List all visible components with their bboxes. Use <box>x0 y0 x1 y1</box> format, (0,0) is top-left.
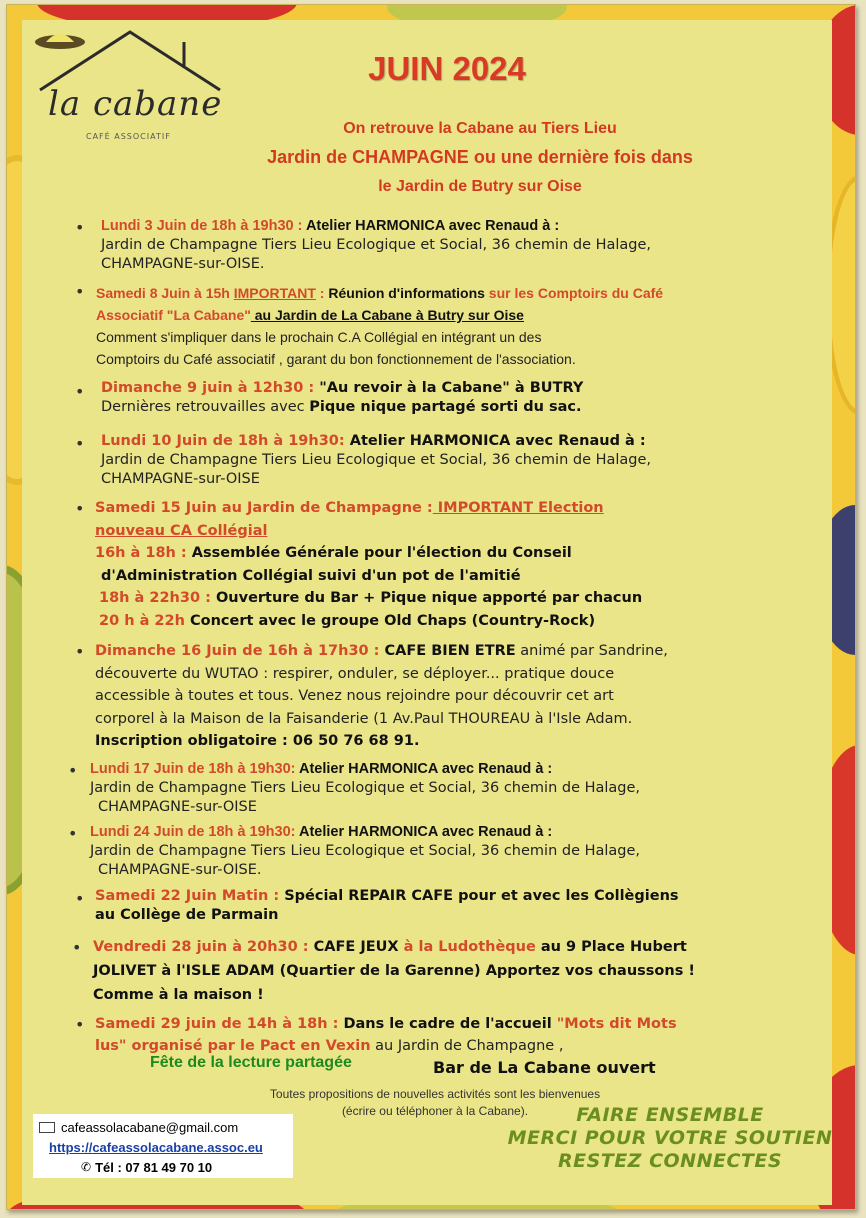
bullet-icon: • <box>75 642 85 661</box>
event-detail: accessible à toutes et tous. Venez nous rejoindre pour découvrir cet art <box>95 688 614 704</box>
event-detail: au Jardin de Champagne , <box>370 1038 564 1054</box>
event-item <box>95 887 679 925</box>
event-detail-bold: Pique nique partagé sorti du sac. <box>309 399 582 415</box>
event-detail: JOLIVET à l'ISLE ADAM (Quartier de la Garenne) Apportez vos chaussons ! <box>93 963 695 979</box>
contact-email[interactable]: cafeassolacabane@gmail.com <box>61 1119 239 1135</box>
event-place: à la Ludothèque <box>403 939 536 955</box>
event-item <box>101 432 651 489</box>
event-item <box>95 497 642 632</box>
logo-name: la cabane <box>48 84 223 124</box>
event-date: Lundi 24 Juin de 18h à 19h30: <box>90 824 296 840</box>
bullet-icon: • <box>75 382 85 401</box>
event-detail: Assemblée Générale pour l'élection du Conseil <box>186 545 572 561</box>
event-time: 16h à 18h : <box>95 545 187 561</box>
bullet-icon: • <box>68 761 78 780</box>
event-quote-2: lus" organisé par le Pact en Vexin <box>95 1038 371 1054</box>
event-date: Samedi 22 Juin Matin : <box>95 888 280 904</box>
slogan-line: FAIRE ENSEMBLE <box>576 1104 764 1126</box>
phone-icon: ✆ <box>81 1160 92 1174</box>
event-title: IMPORTANT Election <box>432 500 604 516</box>
event-detail: Jardin de Champagne Tiers Lieu Ecologique et Social, 36 chemin de Halage, <box>90 780 641 796</box>
event-subtitle: Associatif "La Cabane" <box>96 307 251 323</box>
event-detail: Ouverture du Bar + Pique nique apporté par chacun <box>210 590 643 606</box>
event-detail: d'Administration Collégial suivi d'un pot de l'amitié <box>101 567 521 584</box>
event-title-2: nouveau CA Collégial <box>95 522 268 539</box>
event-item <box>95 1013 677 1057</box>
bullet-icon: • <box>75 434 85 453</box>
event-detail: Comptoirs du Café associatif , garant du bon fonctionnement de l'association. <box>96 351 576 367</box>
event-colon: : <box>315 285 329 301</box>
event-detail: CHAMPAGNE-sur-OISE <box>98 799 257 815</box>
coffee-cup-icon <box>34 28 86 50</box>
slogan-line: RESTEZ CONNECTES <box>557 1150 783 1172</box>
subtitle-line: le Jardin de Butry sur Oise <box>378 178 582 195</box>
event-title: Réunion d'informations <box>328 285 485 301</box>
event-detail: Dernières retrouvailles avec <box>101 399 310 415</box>
subtitle-line: On retrouve la Cabane au Tiers Lieu <box>343 120 617 137</box>
event-detail: corporel à la Maison de la Faisanderie (1 Av.Paul THOUREAU à l'Isle Adam. <box>95 710 633 727</box>
bullet-icon: • <box>75 1015 85 1034</box>
event-date: Lundi 17 Juin de 18h à 19h30: <box>90 761 296 777</box>
event-detail: CHAMPAGNE-sur-OISE <box>101 471 260 487</box>
website-link[interactable]: https://cafeassolacabane.assoc.eu <box>49 1139 263 1155</box>
subtitle-line: Jardin de CHAMPAGNE ou une dernière fois dans <box>267 147 693 167</box>
event-title-2: sur les Comptoirs du Café <box>484 285 664 301</box>
bullet-icon: • <box>75 499 85 518</box>
contact-box <box>33 1114 293 1178</box>
event-item <box>90 760 640 817</box>
event-time: 18h à 22h30 : <box>99 590 211 606</box>
contact-phone[interactable]: Tél : 07 81 49 70 10 <box>95 1159 213 1175</box>
event-date: Vendredi 28 juin à 20h30 : <box>93 939 309 955</box>
bullet-icon: • <box>75 218 85 237</box>
event-quote: "Mots dit Mots <box>556 1016 677 1032</box>
slogan-line: MERCI POUR VOTRE SOUTIEN <box>507 1127 833 1149</box>
event-detail: Jardin de Champagne Tiers Lieu Ecologique et Social, 36 chemin de Halage, <box>101 237 652 253</box>
event-title: CAFE JEUX <box>308 939 404 955</box>
event-detail: Comment s'impliquer dans le prochain C.A Collégial en intégrant un des <box>96 329 542 345</box>
header-subtitle <box>200 114 760 201</box>
bar-open-label: Bar de La Cabane ouvert <box>433 1058 656 1077</box>
event-detail: Concert avec le groupe Old Chaps (Country-Rock) <box>184 612 596 629</box>
event-detail: animé par Sandrine, <box>515 643 668 659</box>
event-date: Samedi 8 Juin à 15h <box>96 285 234 301</box>
reading-festival-label: Fête de la lecture partagée <box>150 1054 352 1071</box>
event-title: Atelier HARMONICA avec Renaud à : <box>302 218 560 234</box>
event-detail: Comme à la maison ! <box>93 987 264 1003</box>
event-title: Atelier HARMONICA avec Renaud à : <box>295 824 553 840</box>
event-title: Dans le cadre de l'accueil <box>338 1016 557 1032</box>
event-item <box>95 640 668 753</box>
event-date: Dimanche 9 juin à 12h30 : <box>101 380 315 396</box>
event-registration: Inscription obligatoire : 06 50 76 68 91. <box>95 733 420 749</box>
bullet-icon: • <box>75 889 85 908</box>
logo-subtitle: CAFÉ ASSOCIATIF <box>86 132 171 141</box>
event-time: 20 h à 22h <box>99 612 185 629</box>
envelope-icon <box>39 1122 55 1133</box>
event-detail: CHAMPAGNE-sur-OISE. <box>98 862 262 878</box>
bullet-icon: • <box>68 824 78 843</box>
event-title: Atelier HARMONICA avec Renaud à : <box>295 761 553 777</box>
event-date: Lundi 3 Juin de 18h à 19h30 : <box>101 218 303 234</box>
event-title: "Au revoir à la Cabane" à BUTRY <box>314 380 584 396</box>
bullet-icon: • <box>75 282 85 301</box>
event-item <box>101 217 651 274</box>
event-location: au Jardin de La Cabane à Butry sur Oise <box>250 307 524 323</box>
event-date: Samedi 29 juin de 14h à 18h : <box>95 1016 339 1032</box>
event-item <box>101 379 583 417</box>
event-title: Atelier HARMONICA avec Renaud à : <box>344 433 646 449</box>
event-detail: au Collège de Parmain <box>95 907 279 923</box>
bullet-icon: • <box>72 938 82 957</box>
event-detail: Jardin de Champagne Tiers Lieu Ecologique et Social, 36 chemin de Halage, <box>101 452 652 468</box>
footnote-line: Toutes propositions de nouvelles activités sont les bienvenues <box>269 1087 601 1101</box>
event-title: Spécial REPAIR CAFE pour et avec les Collègiens <box>279 888 679 904</box>
event-title: CAFE BIEN ETRE <box>379 643 516 659</box>
event-detail: découverte du WUTAO : respirer, onduler, se déployer... pratique douce <box>95 665 615 682</box>
event-date: Dimanche 16 Juin de 16h à 17h30 : <box>95 643 380 659</box>
event-date: Lundi 10 Juin de 18h à 19h30: <box>101 433 345 449</box>
page-title: JUIN 2024 <box>368 50 526 87</box>
event-item <box>90 823 640 880</box>
event-item <box>93 935 695 1007</box>
event-detail: Jardin de Champagne Tiers Lieu Ecologique et Social, 36 chemin de Halage, <box>90 843 641 859</box>
event-important: IMPORTANT <box>233 285 316 301</box>
event-item <box>96 282 663 370</box>
event-title-2: au 9 Place Hubert <box>535 939 687 955</box>
event-detail: CHAMPAGNE-sur-OISE. <box>101 256 265 272</box>
event-date: Samedi 15 Juin au Jardin de Champagne : <box>95 500 433 516</box>
footnote-line: (écrire ou téléphoner à la Cabane). <box>341 1104 529 1118</box>
slogan <box>500 1104 840 1173</box>
